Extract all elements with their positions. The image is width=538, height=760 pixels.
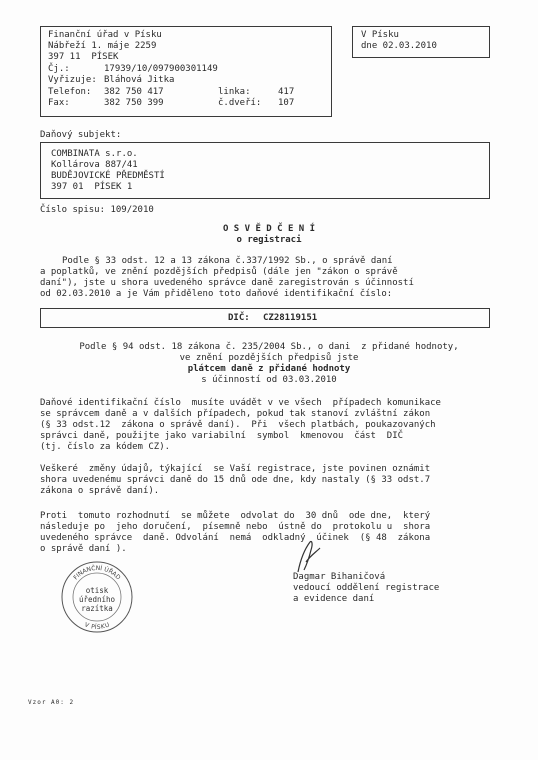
paragraph-line: o správě daní ). bbox=[40, 544, 127, 554]
paragraph-appeal bbox=[40, 511, 430, 555]
signatory-role: vedoucí oddělení registrace bbox=[293, 583, 440, 593]
dic-label: DIČ: bbox=[228, 313, 250, 323]
phone-label: Telefon: bbox=[48, 87, 92, 97]
fax-label: Fax: bbox=[48, 98, 70, 108]
paragraph-line: zákona o správě daní). bbox=[40, 486, 160, 496]
form-template-code: Vzor A0: 2 bbox=[28, 699, 75, 706]
paragraph-line: následuje po jeho doručení, písemně nebo ústně do protokolu u shora bbox=[40, 522, 431, 532]
office-name: Finanční úřad v Písku bbox=[48, 30, 162, 40]
vat-payer-line: plátcem daně z přidané hodnoty bbox=[187, 364, 351, 374]
fax-value: 382 750 399 bbox=[104, 98, 164, 108]
paragraph-changes bbox=[40, 464, 430, 497]
office-street: Nábřeží 1. máje 2259 bbox=[48, 41, 157, 51]
signatory-role: a evidence daní bbox=[293, 594, 375, 604]
official-stamp bbox=[60, 560, 134, 634]
paragraph-line: (§ 33 odst.12 zákona o správě daní). Při všech platbách, poukazovaných bbox=[40, 420, 436, 430]
subject-box bbox=[40, 142, 490, 199]
office-header-box bbox=[40, 26, 332, 117]
cj-label: Čj.: bbox=[48, 64, 70, 74]
subject-label: Daňový subjekt: bbox=[40, 130, 122, 140]
subject-line: 397 01 PÍSEK 1 bbox=[51, 182, 133, 192]
paragraph-line: Daňové identifikační číslo musíte uvádět v ve všech případech komunikace bbox=[40, 398, 441, 408]
office-city: 397 11 PÍSEK bbox=[48, 52, 119, 62]
dic-box bbox=[40, 308, 490, 328]
door-value: 107 bbox=[278, 98, 295, 108]
linka-label: linka: bbox=[218, 87, 251, 97]
paragraph-line: od 02.03.2010 a je Vám přiděleno toto daňové identifikační číslo: bbox=[40, 289, 393, 299]
file-number: Číslo spisu: 109/2010 bbox=[40, 205, 154, 215]
signatory-name: Dagmar Bihaničová bbox=[293, 572, 386, 582]
stamp-ring-top: FINANČNÍ ÚŘAD bbox=[72, 564, 122, 582]
certificate-title: O S V Ě D Č E N Í bbox=[222, 224, 316, 234]
subject-line: BUDĚJOVICKÉ PŘEDMĚSTÍ bbox=[51, 171, 165, 181]
place-text: V Písku bbox=[361, 30, 399, 40]
handwritten-signature bbox=[292, 536, 326, 576]
cj-value: 17939/10/097900301149 bbox=[104, 64, 218, 74]
vyrizuje-value: Bláhová Jitka bbox=[104, 75, 175, 85]
phone-value: 382 750 417 bbox=[104, 87, 164, 97]
door-label: č.dveří: bbox=[218, 98, 262, 108]
paragraph-line: Podle § 94 odst. 18 zákona č. 235/2004 Sb., o dani z přidané hodnoty, bbox=[79, 342, 459, 352]
stamp-ring-bottom: V PÍSKU bbox=[83, 621, 111, 632]
paragraph-line: a poplatků, ve znění pozdějších předpisů (dále jen "zákon o správě bbox=[40, 267, 398, 277]
certificate-subtitle: o registraci bbox=[236, 235, 302, 245]
paragraph-line: Podle § 33 odst. 12 a 13 zákona č.337/1992 Sb., o správě daní bbox=[62, 256, 393, 266]
subject-line: Kollárova 887/41 bbox=[51, 160, 138, 170]
paragraph-line: uvedeného správce daně. Odvolání nemá odkladný účinek (§ 48 zákona bbox=[40, 533, 431, 543]
linka-value: 417 bbox=[278, 87, 295, 97]
svg-text:V PÍSKU bbox=[83, 621, 110, 631]
paragraph-line: Proti tomuto rozhodnutí se můžete odvolat do 30 dnů ode dne, který bbox=[40, 511, 431, 521]
stamp-text: razítka bbox=[81, 604, 113, 613]
paragraph-line: Veškeré změny údajů, týkající se Vaší registrace, jste povinen oznámit bbox=[40, 464, 431, 474]
stamp-text: otisk bbox=[85, 586, 109, 595]
paragraph-line: (tj. číslo za kódem CZ). bbox=[40, 442, 171, 452]
paragraph-line: správci daně, použijte jako variabilní symbol kmenovou část DIČ bbox=[40, 431, 404, 441]
subject-line: COMBINATA s.r.o. bbox=[51, 149, 138, 159]
paragraph-vat bbox=[40, 342, 498, 386]
paragraph-line: ve znění pozdějších předpisů jste bbox=[179, 353, 359, 363]
vyrizuje-label: Vyřizuje: bbox=[48, 75, 97, 85]
date-text: dne 02.03.2010 bbox=[361, 41, 437, 51]
dic-value: CZ28119151 bbox=[263, 313, 318, 323]
paragraph-line: shora uvedenému správci daně do 15 dnů ode dne, kdy nastaly (§ 33 odst.7 bbox=[40, 475, 431, 485]
vat-effective-line: s účinností od 03.03.2010 bbox=[201, 375, 337, 385]
paragraph-line: se správcem daně a v dalších případech, pokud tak stanoví zvláštní zákon bbox=[40, 409, 431, 419]
place-date-box bbox=[352, 26, 490, 58]
paragraph-line: daní"), jste u shora uvedeného správce daně zaregistrován s účinností bbox=[40, 278, 414, 288]
stamp-text: úředního bbox=[78, 595, 116, 604]
paragraph-registration bbox=[40, 256, 414, 300]
paragraph-dic-usage bbox=[40, 398, 441, 453]
